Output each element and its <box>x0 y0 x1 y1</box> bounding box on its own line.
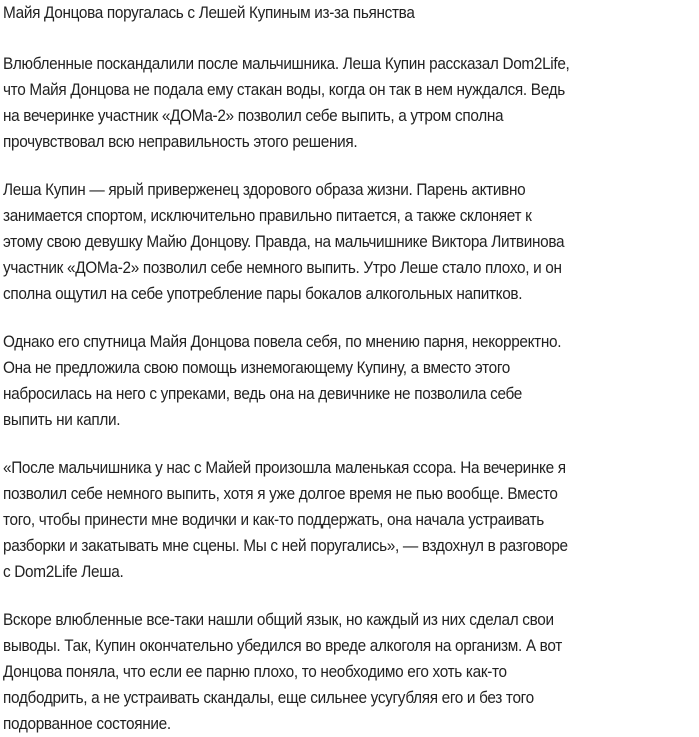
paragraph-line: подбодрить, а не устраивать скандалы, еще сильнее усугубляя его и без того <box>3 689 534 707</box>
paragraph-line: участник «ДОМа-2» позволил себе немного выпить. Утро Леше стало плохо, и он <box>3 259 562 277</box>
paragraph-line: Однако его спутница Майя Донцова повела себя, по мнению парня, некорректно. <box>3 333 562 351</box>
paragraph-line: набросилась на него с упреками, ведь она на девичнике не позволила себе <box>3 385 522 403</box>
article-paragraph-5 <box>3 607 693 737</box>
paragraph-line: подорванное состояние. <box>3 715 171 733</box>
paragraph-line: Влюбленные поскандалили после мальчишника. Леша Купин рассказал Dom2Life, <box>3 55 570 73</box>
paragraph-line: разборки и закатывать мне сцены. Мы с ней поругались», — вздохнул в разговоре <box>3 537 568 555</box>
paragraph-line: сполна ощутил на себе употребление пары бокалов алкогольных напитков. <box>3 285 523 303</box>
paragraph-line: выводы. Так, Купин окончательно убедился во вреде алкоголя на организм. А вот <box>3 637 562 655</box>
paragraph-line: Вскоре влюбленные все-таки нашли общий язык, но каждый из них сделал свои <box>3 611 554 629</box>
paragraph-line: Донцова поняла, что если ее парню плохо, то необходимо его хоть как-то <box>3 663 507 681</box>
paragraph-line: занимается спортом, исключительно правильно питается, а также склоняет к <box>3 207 532 225</box>
article-paragraph-quote <box>3 455 693 585</box>
paragraph-line: с Dom2Life Леша. <box>3 563 124 581</box>
paragraph-line: «После мальчишника у нас с Майей произошла маленькая ссора. На вечеринке я <box>3 459 566 477</box>
article-paragraph-2 <box>3 177 693 307</box>
paragraph-line: того, чтобы принести мне водички и как-то поддержать, она начала устраивать <box>3 511 544 529</box>
paragraph-line: прочувствовал всю неправильность этого решения. <box>3 133 358 151</box>
paragraph-line: позволил себе немного выпить, хотя я уже долгое время не пью вообще. Вместо <box>3 485 558 503</box>
paragraph-line: Леша Купин — ярый приверженец здорового образа жизни. Парень активно <box>3 181 526 199</box>
article-paragraph-3 <box>3 329 693 433</box>
paragraph-line: Она не предложила свою помощь изнемогающему Купину, а вместо этого <box>3 359 510 377</box>
paragraph-line: на вечеринке участник «ДОМа-2» позволил себе выпить, а утром сполна <box>3 107 504 125</box>
article-title: Майя Донцова поругалась с Лешей Купиным из-за пьянства <box>3 4 415 22</box>
article-paragraph-1 <box>3 51 693 155</box>
paragraph-line: этому свою девушку Майю Донцову. Правда, на мальчишнике Виктора Литвинова <box>3 233 565 251</box>
paragraph-line: выпить ни капли. <box>3 411 121 429</box>
paragraph-line: что Майя Донцова не подала ему стакан воды, когда он так в нем нуждался. Ведь <box>3 81 565 99</box>
